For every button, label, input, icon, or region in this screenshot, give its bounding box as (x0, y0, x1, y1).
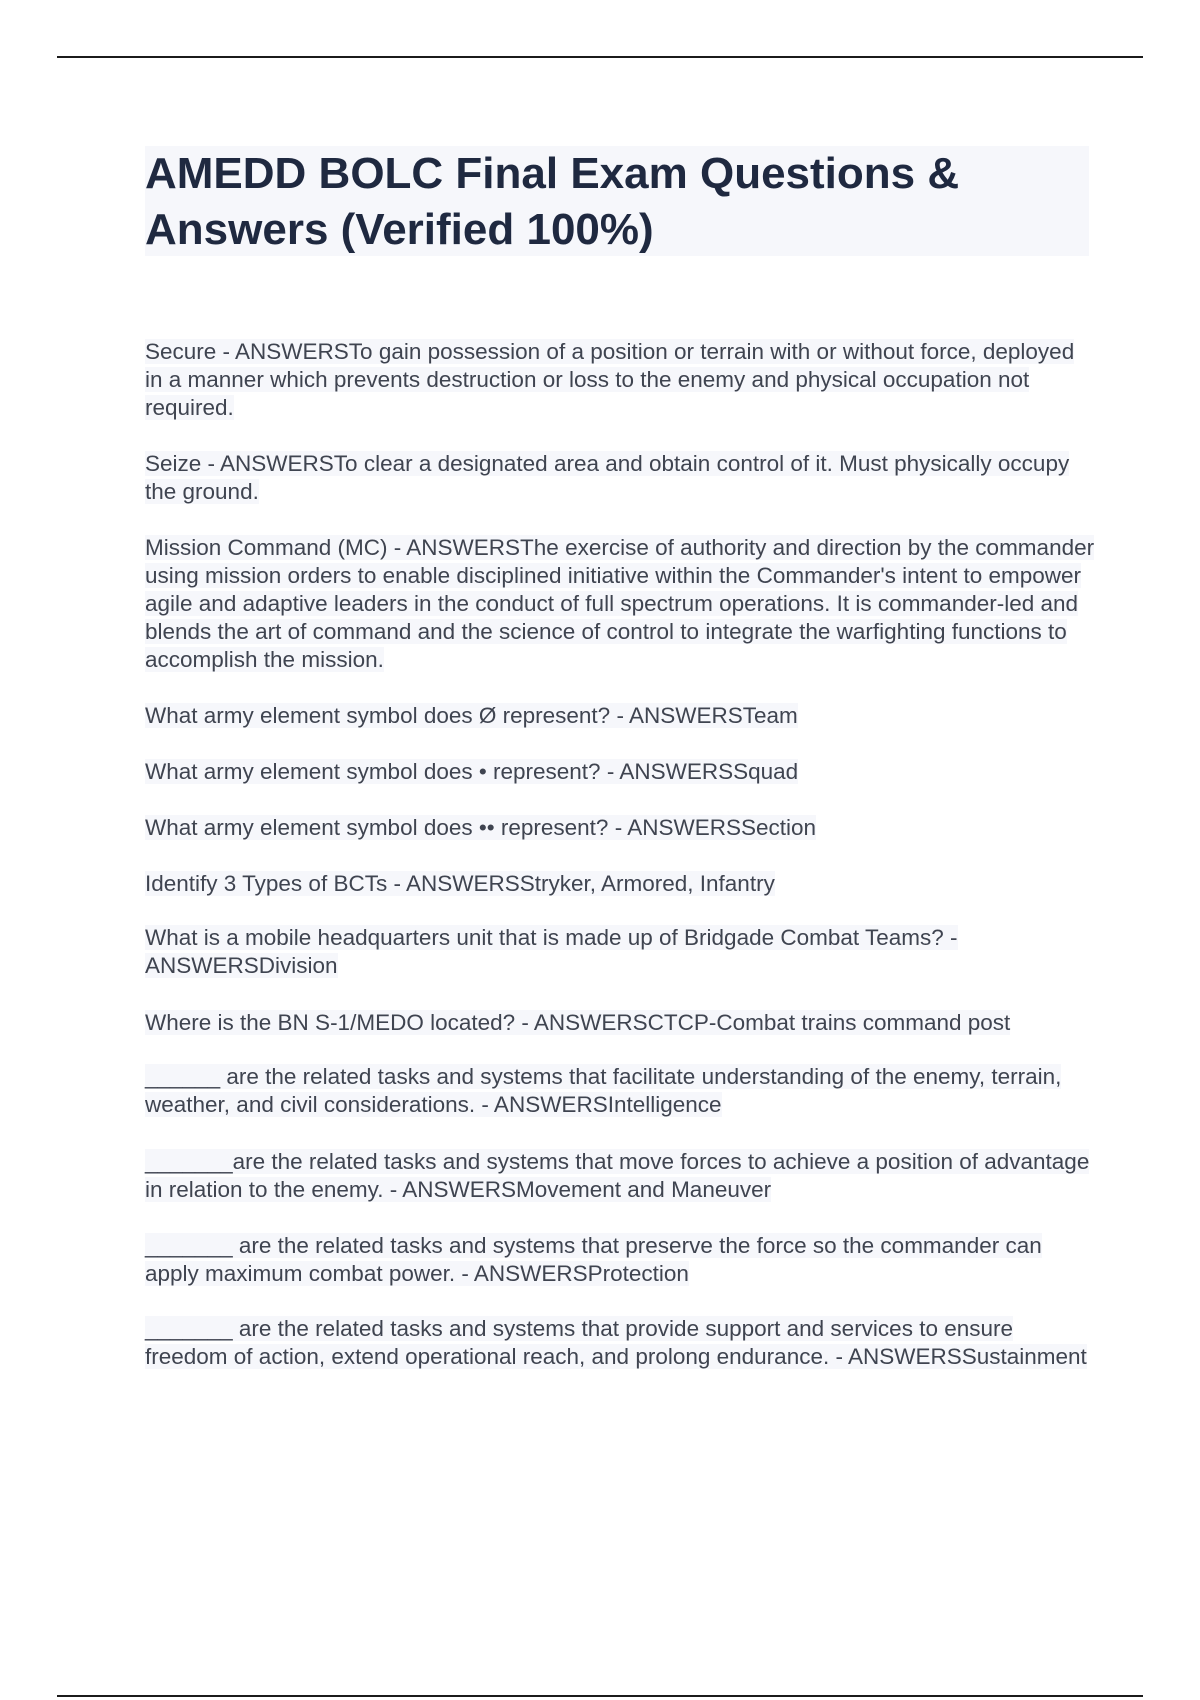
qa-item-mission-command (145, 534, 1095, 674)
qa-item-protection (145, 1232, 1095, 1288)
qa-text: _______ are the related tasks and systems that provide support and services to ensure freedom of action, extend operational reach, and prolong endurance. - ANSWERSSustainment (145, 1316, 1087, 1369)
qa-list (145, 338, 1095, 1371)
qa-item-squad-symbol (145, 758, 1095, 786)
qa-item-seize (145, 450, 1095, 506)
top-rule (57, 56, 1143, 58)
qa-text: Secure - ANSWERSTo gain possession of a position or terrain with or without force, deployed in a manner which prevents destruction or loss to the enemy and physical occupation not required. (145, 339, 1075, 420)
qa-item-intelligence (145, 1063, 1095, 1119)
qa-text: What is a mobile headquarters unit that is made up of Bridgade Combat Teams? - ANSWERSDivision (145, 925, 958, 978)
qa-text: Mission Command (MC) - ANSWERSThe exercise of authority and direction by the commander using mission orders to enable disciplined initiative within the Commander's intent to empower agile and adaptive leaders in the conduct of full spectrum operations. It is commander-led and blends the art of command and the science of control to integrate the warfighting functions to accomplish the mission. (145, 535, 1095, 672)
qa-text: What army element symbol does • represent? - ANSWERSSquad (145, 759, 799, 784)
qa-item-division (145, 924, 1095, 980)
qa-text: What army element symbol does Ø represent? - ANSWERSTeam (145, 703, 798, 728)
qa-item-section-symbol (145, 814, 1095, 842)
qa-item-movement-maneuver (145, 1148, 1095, 1204)
qa-item-bct-types (145, 870, 1095, 898)
qa-text: Seize - ANSWERSTo clear a designated area and obtain control of it. Must physically occupy the ground. (145, 451, 1070, 504)
qa-text: What army element symbol does •• represent? - ANSWERSSection (145, 815, 817, 840)
qa-text: _______ are the related tasks and systems that preserve the force so the commander can apply maximum combat power. - ANSWERSProtection (145, 1233, 1042, 1286)
qa-text: ______ are the related tasks and systems that facilitate understanding of the enemy, terrain, weather, and civil considerations. - ANSWERSIntelligence (145, 1064, 1062, 1117)
qa-text: Identify 3 Types of BCTs - ANSWERSStryker, Armored, Infantry (145, 871, 775, 896)
document-title: AMEDD BOLC Final Exam Questions & Answers (Verified 100%) (145, 149, 960, 254)
bottom-rule (57, 1695, 1143, 1697)
qa-item-team-symbol (145, 702, 1095, 730)
qa-item-secure (145, 338, 1095, 422)
qa-text: Where is the BN S-1/MEDO located? - ANSWERSCTCP-Combat trains command post (145, 1010, 1011, 1035)
qa-item-sustainment (145, 1315, 1095, 1371)
qa-item-bn-s1-location (145, 1009, 1095, 1037)
qa-text: _______are the related tasks and systems that move forces to achieve a position of advantage in relation to the enemy. - ANSWERSMovement and Maneuver (145, 1149, 1090, 1202)
